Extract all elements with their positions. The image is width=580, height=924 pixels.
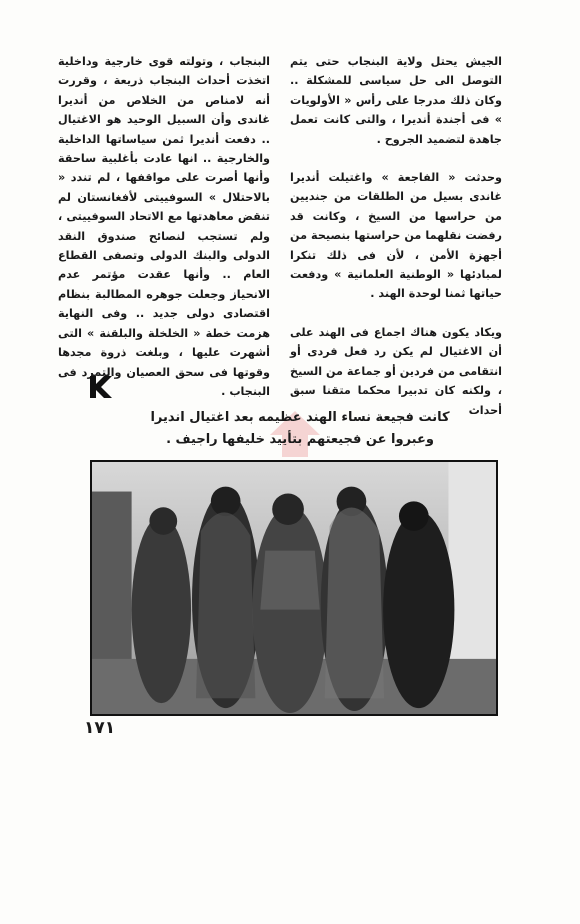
article-column-right bbox=[290, 52, 502, 439]
paragraph: البنجاب ، وتولته قوى خارجية وداخلية اتخذت أحداث البنجاب ذريعة ، وقررت أنه لامناص من الخلاص من أنديرا غاندى وأن السبيل الوحيد هو الاغتيال .. دفعت أنديرا ثمن سياساتها الداخلية والخارجية .. انها عادت بأغلبية ساحقة وأنها أصرت على مواقفها ، لم تندد « بالاحتلال » السوفييتى لأفغانستان لم تنقض معاهدتها مع الاتحاد السوفييتى ، ولم تستجب لنصائح صندوق النقد الدولى والبنك الدولى وتصفى القطاع العام .. وأنها عقدت مؤتمر عدم الانحياز وجعلت جوهره المطالبة بنظام اقتصادى دولى جديد .. وفى النهاية هزمت خطة « الخلخلة والبلقنة » التى أشهرت عليها ، وبلغت ذروة مجدها وقوتها فى سحق العصيان والتمرد فى البنجاب . bbox=[58, 55, 270, 398]
page-number: ١٧١ bbox=[84, 718, 116, 738]
article-column-left bbox=[58, 52, 270, 420]
paragraph: وحدثت « الفاجعة » واغتيلت أنديرا غاندى بسيل من الطلقات من جنديين من حراسها من السيخ ، وكانت قد رفضت نقلهما من حراستها بنصيحة من أجهزة الأمن ، لأن فى ذلك تنكرا لمبادئها « الوطنية العلمانية » ودفعت حياتها ثمنا لوحدة الهند . bbox=[290, 171, 502, 301]
end-of-article-icon bbox=[88, 374, 114, 400]
photo-caption-line-1: كانت فجيعة نساء الهند عظيمه بعد اغتيال انديرا bbox=[150, 410, 450, 425]
mourning-women-photo bbox=[90, 460, 498, 716]
photo-caption-line-2: وعبروا عن فجيعتهم بتأييد خليفها راجيف . bbox=[166, 432, 434, 447]
paragraph: ويكاد يكون هناك اجماع فى الهند على أن الاغتيال لم يكن رد فعل فردى أو انتقامى من فردين أو جماعة من السيخ ، ولكنه كان تدبيرا محكما متقنا سبق أحداث bbox=[290, 325, 502, 417]
paragraph: الجيش يحتل ولاية البنجاب حتى يتم التوصل الى حل سياسى للمشكلة .. وكان ذلك مدرجا على رأس « الأولويات » فى أجندة أنديرا ، والتى كانت تعمل جاهدة لتضميد الجروح . bbox=[290, 55, 502, 146]
